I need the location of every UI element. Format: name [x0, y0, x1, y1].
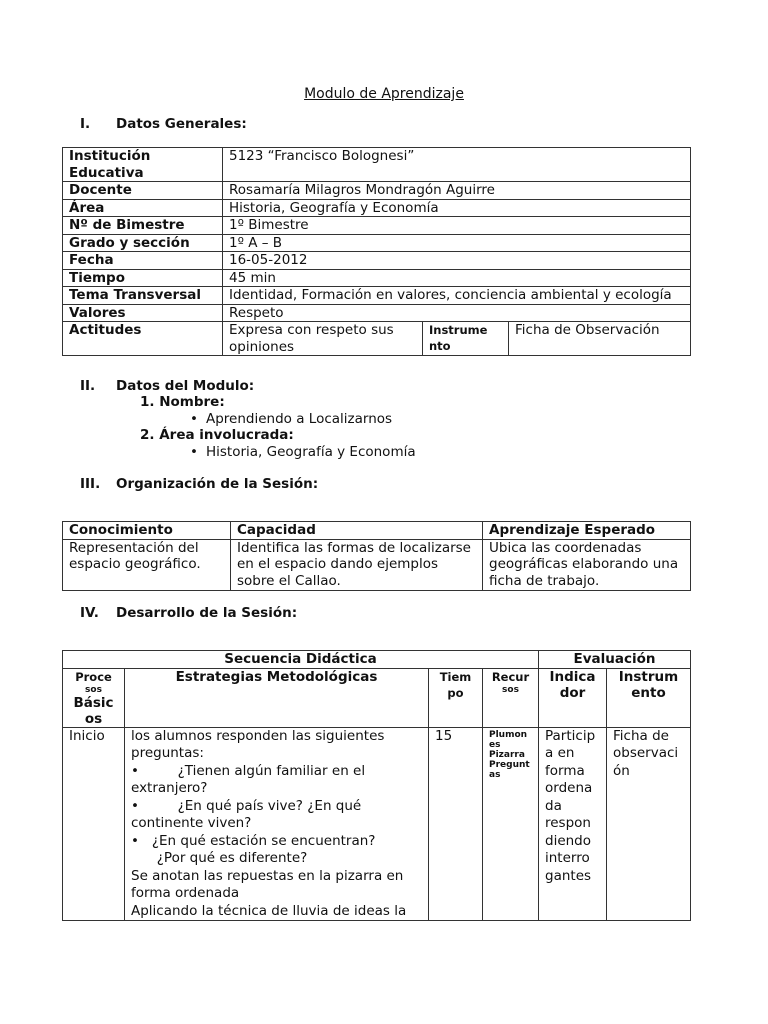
estrategias-header: Estrategias Metodológicas	[125, 668, 429, 727]
table-header-row	[63, 522, 691, 540]
cell-value: 1º A – B	[223, 234, 691, 252]
table-cell: Identifica las formas de localizarse en el espacio dando ejemplos sobre el Callao.	[231, 539, 483, 590]
cell-label: Institución Educativa	[63, 148, 223, 182]
bullet: •	[190, 410, 198, 427]
tiempo-header: Tiem po	[429, 668, 483, 727]
table-row	[63, 269, 691, 287]
page-title: Modulo de Aprendizaje	[304, 86, 464, 102]
secuencia-header: Secuencia Didáctica	[63, 651, 539, 669]
cell-label: Instrume nto	[423, 322, 509, 356]
cell-label: Fecha	[63, 252, 223, 270]
table-row	[63, 182, 691, 200]
cell-value: Rosamaría Milagros Mondragón Aguirre	[223, 182, 691, 200]
indicador-header: Indica dor	[539, 668, 607, 727]
cell-value: 1º Bimestre	[223, 217, 691, 235]
cell-label: Grado y sección	[63, 234, 223, 252]
evaluacion-header: Evaluación	[539, 651, 691, 669]
table-row	[63, 148, 691, 182]
section-datos-generales: I. Datos Generales:	[80, 116, 247, 132]
modulo-list	[140, 394, 416, 460]
table-row	[63, 234, 691, 252]
cell-value: Respeto	[223, 304, 691, 322]
cell-value: 16-05-2012	[223, 252, 691, 270]
instrumento-cell: Ficha de observaci ón	[607, 727, 691, 921]
proceso-cell: Inicio	[63, 727, 125, 921]
list-heading: 2. Área involucrada:	[140, 427, 294, 443]
list-item: • Historia, Geografía y Economía	[140, 444, 416, 461]
cell-label: Área	[63, 199, 223, 217]
table-cell: Ubica las coordenadas geográficas elaborando una ficha de trabajo.	[483, 539, 691, 590]
table-row	[63, 287, 691, 305]
tiempo-cell: 15	[429, 727, 483, 921]
estrategia-cell: los alumnos responden las siguientes preguntas: • ¿Tienen algún familiar en el extranjero? • ¿En qué país vive? ¿En qué continente viven? • ¿En qué estación se encuentran? ¿Por qué es diferente? Se anotan las repuestas en la pizarra en forma ordenada Aplicando la técnica de lluvia de ideas la	[125, 727, 429, 921]
table-row	[63, 304, 691, 322]
list-item: • Aprendiendo a Localizarnos	[140, 411, 416, 428]
organizacion-table	[62, 521, 691, 591]
section-datos-modulo: II. Datos del Modulo:	[80, 378, 255, 394]
table-row	[63, 322, 691, 356]
section-desarrollo: IV. Desarrollo de la Sesión:	[80, 605, 298, 621]
cell-value: Ficha de Observación	[509, 322, 691, 356]
bullet: •	[190, 443, 198, 460]
cell-value: 45 min	[223, 269, 691, 287]
recursos-header: Recur sos	[483, 668, 539, 727]
column-header: Aprendizaje Esperado	[483, 522, 691, 540]
cell-label: Nº de Bimestre	[63, 217, 223, 235]
desarrollo-table	[62, 650, 691, 921]
cell-label: Valores	[63, 304, 223, 322]
cell-value: Identidad, Formación en valores, conciencia ambiental y ecología	[223, 287, 691, 305]
cell-label: Tiempo	[63, 269, 223, 287]
cell-value: Expresa con respeto sus opiniones	[223, 322, 423, 356]
cell-label: Tema Transversal	[63, 287, 223, 305]
indicador-cell: Particip a en forma ordena da respon diendo interro gantes	[539, 727, 607, 921]
table-row	[63, 217, 691, 235]
cell-label: Actitudes	[63, 322, 223, 356]
column-header: Conocimiento	[63, 522, 231, 540]
column-header: Capacidad	[231, 522, 483, 540]
general-data-table	[62, 147, 691, 356]
cell-value: Historia, Geografía y Economía	[223, 199, 691, 217]
table-header-row	[63, 651, 691, 669]
section-organizacion: III. Organización de la Sesión:	[80, 476, 319, 492]
table-row	[63, 539, 691, 590]
cell-value: 5123 “Francisco Bolognesi”	[223, 148, 691, 182]
table-cell: Representación del espacio geográfico.	[63, 539, 231, 590]
list-heading: 1. Nombre:	[140, 394, 225, 410]
instrumento-header: Instrum ento	[607, 668, 691, 727]
cell-label: Docente	[63, 182, 223, 200]
recursos-cell: Plumon es Pizarra Pregunt as	[483, 727, 539, 921]
table-row	[63, 199, 691, 217]
procesos-header: Proce sos Básic os	[63, 668, 125, 727]
table-row	[63, 727, 691, 921]
table-row	[63, 252, 691, 270]
